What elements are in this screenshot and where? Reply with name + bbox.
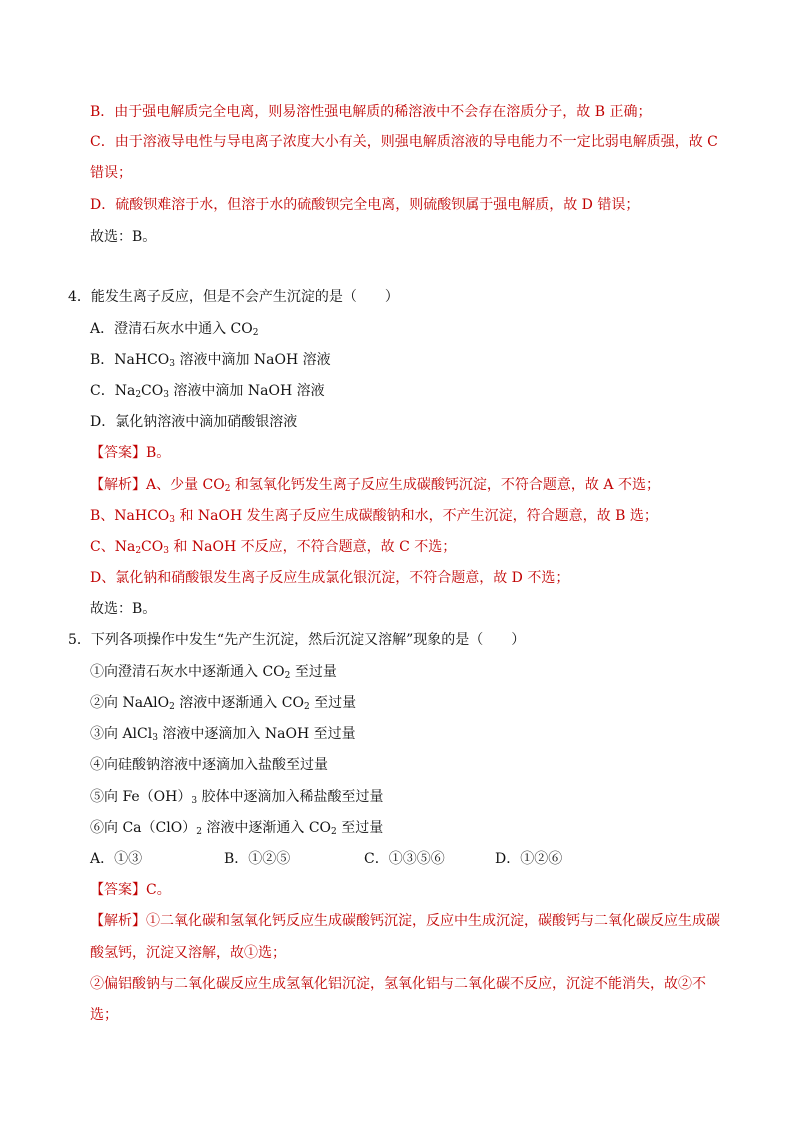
q4-option-d: D．氯化钠溶液中滴加硝酸银溶液	[90, 414, 298, 430]
prev-explanation-c-cont: 错误；	[90, 165, 132, 181]
q4-analysis-a: 【解析】A、少量 $CO_2$ 和氢氧化钙发生离子反应生成碳酸钙沉淀，不符合题意，故 A 不选；	[90, 477, 660, 494]
q5-option-b: B．①②⑤	[224, 851, 291, 867]
q5-stem: 5．下列各项操作中发生“先产生沉淀，然后沉淀又溶解”现象的是（ ）	[68, 632, 526, 648]
q4-option-b: B．NaHCO$_3$ 溶液中滴加 NaOH 溶液	[90, 352, 331, 369]
prev-conclusion: 故选：B。	[90, 229, 157, 245]
q5-options-row	[90, 850, 650, 868]
q5-option-c: C．①③⑤⑥	[364, 851, 445, 867]
q4-analysis-b: B、NaHCO$_3$ 和 NaOH 发生离子反应生成碳酸钠和水，不产生沉淀，符合题意，故 B 选；	[90, 508, 658, 525]
q5-item-5: ⑤向 $Fe(OH)_3$ 胶体中逐滴加入稀盐酸至过量	[90, 789, 384, 806]
q5-analysis-2-cont: 选；	[90, 1007, 118, 1023]
prev-explanation-c: C．由于溶液导电性与导电离子浓度大小有关，则强电解质溶液的导电能力不一定比弱电解质强，故 C	[90, 134, 718, 150]
q4-answer: 【答案】B。	[90, 445, 171, 461]
q4-option-a: A．澄清石灰水中通入 $CO_2$	[90, 321, 259, 338]
q5-analysis-1: 【解析】①二氧化碳和氢氧化钙反应生成碳酸钙沉淀，反应中生成沉淀，碳酸钙与二氧化碳反应生成碳	[90, 913, 720, 929]
q4-analysis-c: C、$Na_2CO_3$ 和 NaOH 不反应，不符合题意，故 C 不选；	[90, 539, 457, 556]
prev-explanation-d: D．硫酸钡难溶于水，但溶于水的硫酸钡完全电离，则硫酸钡属于强电解质，故 D 错误；	[90, 197, 640, 213]
q5-option-a: A．①③	[90, 851, 143, 867]
q5-option-d: D．①②⑥	[495, 851, 563, 867]
q5-item-1: ①向澄清石灰水中逐渐通入 $CO_2$ 至过量	[90, 664, 337, 681]
q5-analysis-1-cont: 酸氢钙，沉淀又溶解，故①选；	[90, 945, 286, 961]
q5-item-4: ④向硅酸钠溶液中逐滴加入盐酸至过量	[90, 757, 328, 773]
q4-conclusion: 故选：B。	[90, 601, 157, 617]
q4-analysis-d: D、氯化钠和硝酸银发生离子反应生成氯化银沉淀，不符合题意，故 D 不选；	[90, 570, 570, 586]
q4-option-c: C．$Na_2CO_3$ 溶液中滴加 NaOH 溶液	[90, 383, 325, 400]
q5-item-3: ③向 AlCl$_3$ 溶液中逐滴加入 NaOH 至过量	[90, 726, 356, 743]
q5-item-6: ⑥向 $Ca(ClO)_2$ 溶液中逐渐通入 $CO_2$ 至过量	[90, 820, 384, 837]
q5-analysis-2: ②偏铝酸钠与二氧化碳反应生成氢氧化铝沉淀，氢氧化铝与二氧化碳不反应，沉淀不能消失，故②不	[90, 976, 706, 992]
q5-answer: 【答案】C。	[90, 882, 171, 898]
prev-explanation-b: B．由于强电解质完全电离，则易溶性强电解质的稀溶液中不会存在溶质分子，故 B 正确；	[90, 104, 652, 120]
q5-item-2: ②向 NaAlO$_2$ 溶液中逐渐通入 $CO_2$ 至过量	[90, 695, 357, 712]
q4-stem: 4．能发生离子反应，但是不会产生沉淀的是（ ）	[68, 289, 399, 305]
